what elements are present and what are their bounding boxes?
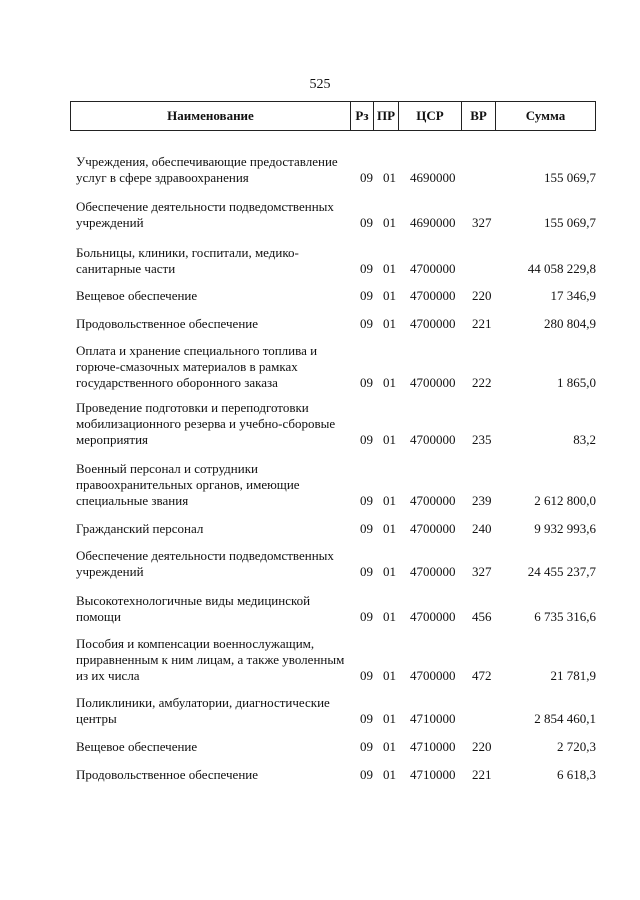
row-csr: 4700000	[410, 288, 456, 303]
row-csr: 4700000	[410, 261, 456, 276]
row-rz: 09	[360, 493, 373, 508]
column-header-pr: ПР	[374, 102, 399, 130]
row-rz: 09	[360, 432, 373, 447]
table-row	[0, 634, 640, 684]
row-name: Учреждения, обеспечивающие предоставление услуг в сфере здравоохранения	[76, 154, 338, 185]
table-row	[0, 591, 640, 625]
table-row	[0, 546, 640, 580]
row-vr: 235	[472, 432, 492, 447]
row-csr: 4700000	[410, 316, 456, 331]
row-rz: 09	[360, 316, 373, 331]
row-name: Обеспечение деятельности подведомственных учреждений	[76, 548, 334, 579]
row-pr: 01	[383, 493, 396, 508]
row-name: Военный персонал и сотрудники правоохранительных органов, имеющие специальные звания	[76, 461, 300, 508]
row-name: Проведение подготовки и переподготовки мобилизационного резерва и учебно-сборовые мероприятия	[76, 400, 336, 447]
row-rz: 09	[360, 711, 373, 726]
row-pr: 01	[383, 288, 396, 303]
row-sum: 155 069,7	[544, 170, 596, 185]
row-sum: 9 932 993,6	[534, 521, 596, 536]
row-rz: 09	[360, 261, 373, 276]
row-rz: 09	[360, 170, 373, 185]
row-csr: 4710000	[410, 767, 456, 782]
row-csr: 4690000	[410, 215, 456, 230]
row-sum: 17 346,9	[550, 288, 596, 303]
row-pr: 01	[383, 668, 396, 683]
row-sum: 2 720,3	[557, 739, 596, 754]
row-name: Высокотехнологичные виды медицинской помощи	[76, 593, 311, 624]
row-name: Вещевое обеспечение	[76, 739, 198, 754]
row-vr: 240	[472, 521, 492, 536]
column-header-vr: ВР	[462, 102, 496, 130]
row-csr: 4700000	[410, 375, 456, 390]
row-vr: 220	[472, 288, 492, 303]
row-rz: 09	[360, 739, 373, 754]
row-pr: 01	[383, 521, 396, 536]
row-pr: 01	[383, 711, 396, 726]
row-vr: 222	[472, 375, 492, 390]
table-row	[0, 765, 640, 783]
row-pr: 01	[383, 564, 396, 579]
table-row	[0, 197, 640, 231]
row-name: Больницы, клиники, госпитали, медико-санитарные части	[76, 245, 299, 276]
row-name: Продовольственное обеспечение	[76, 316, 258, 331]
row-rz: 09	[360, 668, 373, 683]
row-vr: 221	[472, 767, 492, 782]
row-rz: 09	[360, 767, 373, 782]
table-row	[0, 398, 640, 448]
row-name: Пособия и компенсации военнослужащим, приравненным к ним лицам, а также уволенным из их числа	[76, 636, 345, 683]
row-name: Вещевое обеспечение	[76, 288, 198, 303]
row-rz: 09	[360, 564, 373, 579]
row-sum: 24 455 237,7	[527, 564, 596, 579]
row-sum: 6 618,3	[557, 767, 596, 782]
row-rz: 09	[360, 375, 373, 390]
table-row	[0, 286, 640, 304]
row-name: Продовольственное обеспечение	[76, 767, 258, 782]
row-csr: 4710000	[410, 711, 456, 726]
column-header-csr: ЦСР	[399, 102, 462, 130]
row-rz: 09	[360, 609, 373, 624]
row-name: Оплата и хранение специального топлива и горюче-смазочных материалов в рамках государственного оборонного заказа	[76, 343, 318, 390]
row-sum: 1 865,0	[557, 375, 596, 390]
row-sum: 2 854 460,1	[534, 711, 596, 726]
row-pr: 01	[383, 609, 396, 624]
column-header-sum: Сумма	[525, 108, 566, 123]
row-rz: 09	[360, 288, 373, 303]
row-vr: 239	[472, 493, 492, 508]
row-csr: 4700000	[410, 521, 456, 536]
row-csr: 4690000	[410, 170, 456, 185]
row-vr: 456	[472, 609, 492, 624]
row-sum: 2 612 800,0	[534, 493, 596, 508]
row-pr: 01	[383, 170, 396, 185]
row-csr: 4700000	[410, 609, 456, 624]
row-vr: 220	[472, 739, 492, 754]
table-row	[0, 243, 640, 277]
row-pr: 01	[383, 261, 396, 276]
table-row	[0, 737, 640, 755]
row-pr: 01	[383, 316, 396, 331]
row-name: Гражданский персонал	[76, 521, 204, 536]
row-rz: 09	[360, 521, 373, 536]
column-header-name: Наименование	[71, 102, 351, 130]
row-vr: 472	[472, 668, 492, 683]
row-pr: 01	[383, 215, 396, 230]
row-vr: 327	[472, 215, 492, 230]
table-row	[0, 341, 640, 391]
table-row	[0, 459, 640, 509]
row-csr: 4700000	[410, 668, 456, 683]
row-pr: 01	[383, 739, 396, 754]
table-header	[70, 101, 596, 131]
table-row	[0, 519, 640, 537]
row-sum: 44 058 229,8	[527, 261, 596, 276]
row-csr: 4710000	[410, 739, 456, 754]
page-number: 525	[309, 77, 331, 92]
row-csr: 4700000	[410, 564, 456, 579]
row-name: Поликлиники, амбулатории, диагностические центры	[76, 695, 330, 726]
row-pr: 01	[383, 767, 396, 782]
table-row	[0, 693, 640, 727]
row-vr: 221	[472, 316, 492, 331]
row-sum: 155 069,7	[544, 215, 596, 230]
row-csr: 4700000	[410, 432, 456, 447]
row-sum: 83,2	[573, 432, 596, 447]
row-vr: 327	[472, 564, 492, 579]
row-sum: 21 781,9	[550, 668, 596, 683]
row-sum: 6 735 316,6	[534, 609, 596, 624]
table-row	[0, 314, 640, 332]
row-pr: 01	[383, 375, 396, 390]
row-pr: 01	[383, 432, 396, 447]
row-name: Обеспечение деятельности подведомственных учреждений	[76, 199, 334, 230]
row-csr: 4700000	[410, 493, 456, 508]
column-header-rz: Рз	[351, 102, 374, 130]
row-sum: 280 804,9	[544, 316, 596, 331]
row-rz: 09	[360, 215, 373, 230]
table-row	[0, 152, 640, 186]
